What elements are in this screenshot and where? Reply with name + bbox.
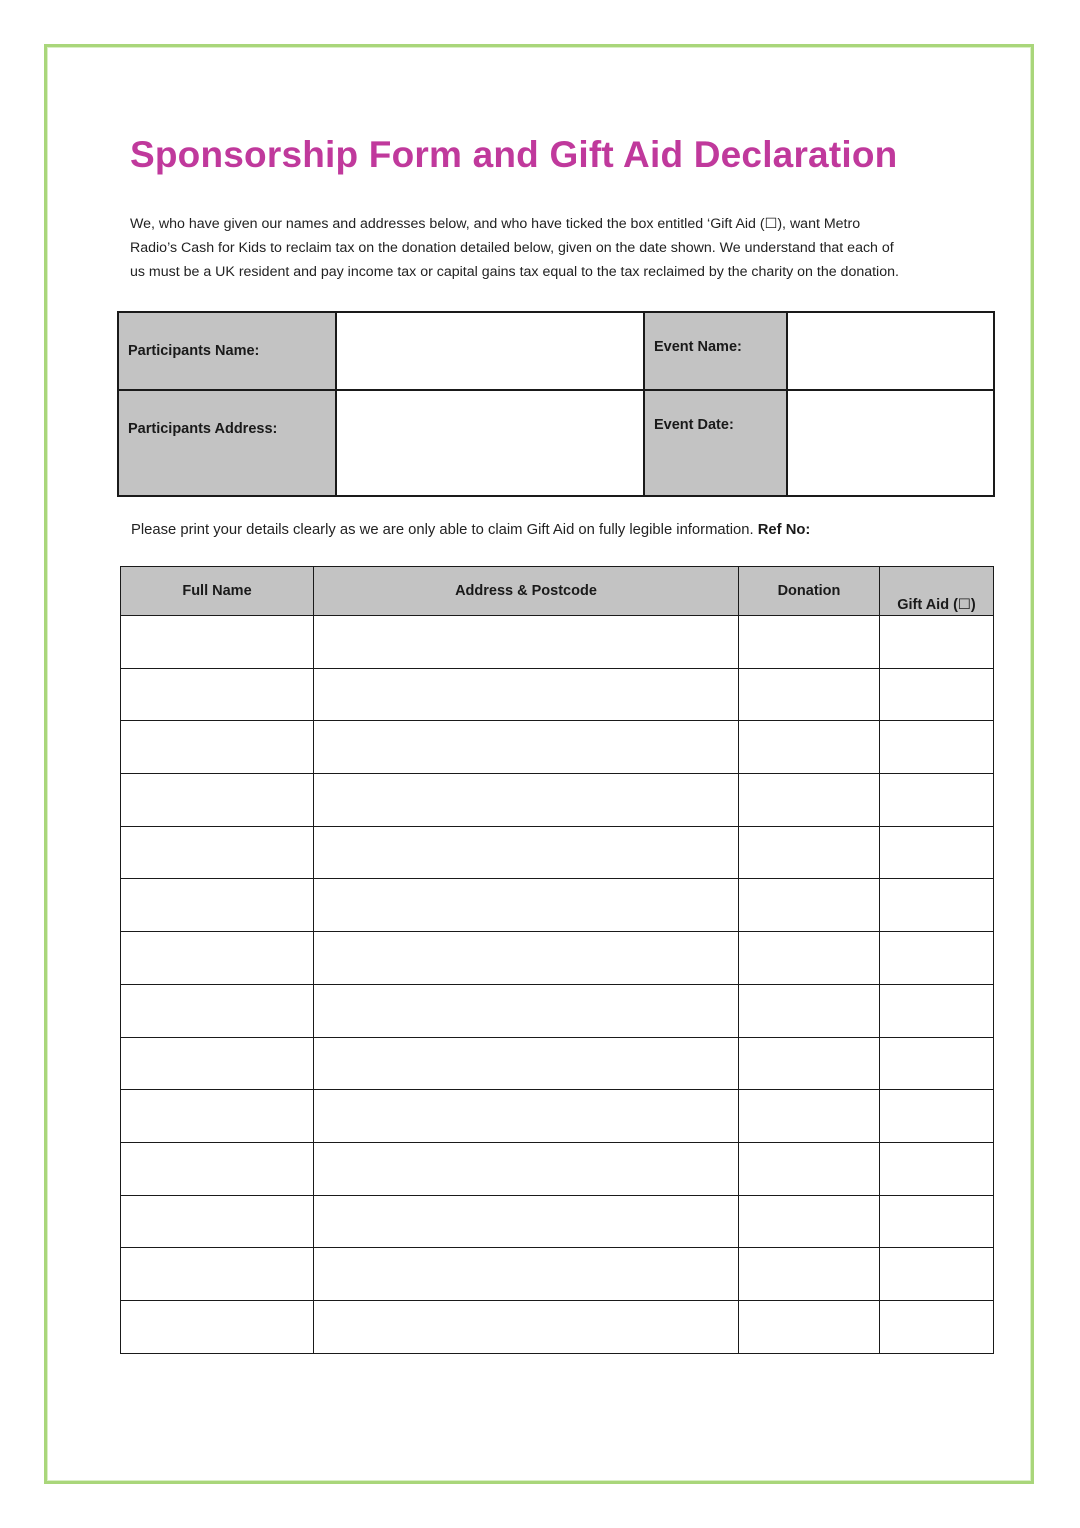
gift-aid-cell[interactable]	[880, 879, 994, 932]
header-address-postcode: Address & Postcode	[314, 567, 739, 616]
declaration-line-3: us must be a UK resident and pay income tax or capital gains tax equal to the tax reclaimed by the charity on the donation.	[130, 264, 899, 280]
declaration-line-1: We, who have given our names and addresses below, and who have ticked the box entitled ‘Gift Aid (☐), want Metro	[130, 216, 861, 232]
gift-aid-cell[interactable]	[880, 668, 994, 721]
gift-aid-cell[interactable]	[880, 616, 994, 669]
table-row	[121, 1037, 994, 1090]
event-date-label: Event Date:	[644, 390, 787, 496]
donations-header-row	[121, 567, 994, 616]
address-cell[interactable]	[314, 932, 739, 985]
full-name-cell[interactable]	[121, 721, 314, 774]
full-name-cell[interactable]	[121, 668, 314, 721]
donation-cell[interactable]	[739, 1195, 880, 1248]
table-row	[121, 879, 994, 932]
address-cell[interactable]	[314, 1037, 739, 1090]
gift-aid-cell[interactable]	[880, 774, 994, 827]
table-row	[121, 984, 994, 1037]
full-name-cell[interactable]	[121, 616, 314, 669]
event-date-field[interactable]	[787, 390, 994, 496]
donation-cell[interactable]	[739, 932, 880, 985]
table-row	[121, 774, 994, 827]
table-row	[121, 616, 994, 669]
gift-aid-cell[interactable]	[880, 1037, 994, 1090]
donations-table	[120, 566, 994, 1354]
table-row	[121, 1248, 994, 1301]
table-row	[121, 1142, 994, 1195]
declaration-line-2: Radio’s Cash for Kids to reclaim tax on the donation detailed below, given on the date shown. We understand that each of	[130, 240, 894, 256]
full-name-cell[interactable]	[121, 932, 314, 985]
table-row	[121, 1195, 994, 1248]
header-full-name: Full Name	[121, 567, 314, 616]
gift-aid-cell[interactable]	[880, 1142, 994, 1195]
donation-cell[interactable]	[739, 826, 880, 879]
donation-cell[interactable]	[739, 774, 880, 827]
ref-no-label: Ref No:	[757, 522, 811, 538]
full-name-cell[interactable]	[121, 1248, 314, 1301]
instructions-text	[131, 522, 810, 538]
address-cell[interactable]	[314, 668, 739, 721]
full-name-cell[interactable]	[121, 1037, 314, 1090]
table-row	[121, 668, 994, 721]
donation-cell[interactable]	[739, 616, 880, 669]
page-title: Sponsorship Form and Gift Aid Declaration	[130, 134, 898, 175]
gift-aid-cell[interactable]	[880, 826, 994, 879]
donation-cell[interactable]	[739, 879, 880, 932]
address-cell[interactable]	[314, 616, 739, 669]
address-cell[interactable]	[314, 1248, 739, 1301]
table-row	[121, 1300, 994, 1353]
participant-name-field[interactable]	[336, 312, 644, 390]
participant-details-table	[117, 311, 995, 497]
donation-cell[interactable]	[739, 1142, 880, 1195]
address-cell[interactable]	[314, 984, 739, 1037]
gift-aid-cell[interactable]	[880, 1195, 994, 1248]
address-cell[interactable]	[314, 774, 739, 827]
donation-cell[interactable]	[739, 1248, 880, 1301]
full-name-cell[interactable]	[121, 1300, 314, 1353]
full-name-cell[interactable]	[121, 1142, 314, 1195]
address-cell[interactable]	[314, 1300, 739, 1353]
table-row	[121, 826, 994, 879]
donation-cell[interactable]	[739, 1090, 880, 1143]
full-name-cell[interactable]	[121, 984, 314, 1037]
instructions-sentence: Please print your details clearly as we are only able to claim Gift Aid on fully legible information.	[131, 522, 754, 538]
gift-aid-cell[interactable]	[880, 1300, 994, 1353]
header-donation: Donation	[739, 567, 880, 616]
event-name-field[interactable]	[787, 312, 994, 390]
participant-address-label: Participants Address:	[118, 390, 336, 496]
donation-cell[interactable]	[739, 984, 880, 1037]
address-cell[interactable]	[314, 879, 739, 932]
donation-cell[interactable]	[739, 668, 880, 721]
address-cell[interactable]	[314, 1195, 739, 1248]
address-cell[interactable]	[314, 1142, 739, 1195]
full-name-cell[interactable]	[121, 879, 314, 932]
full-name-cell[interactable]	[121, 1090, 314, 1143]
donation-cell[interactable]	[739, 1300, 880, 1353]
details-row-name	[118, 312, 994, 390]
participant-name-label: Participants Name:	[118, 312, 336, 390]
gift-aid-cell[interactable]	[880, 932, 994, 985]
table-row	[121, 721, 994, 774]
gift-aid-cell[interactable]	[880, 984, 994, 1037]
gift-aid-cell[interactable]	[880, 1248, 994, 1301]
full-name-cell[interactable]	[121, 1195, 314, 1248]
gift-aid-cell[interactable]	[880, 721, 994, 774]
donation-cell[interactable]	[739, 1037, 880, 1090]
gift-aid-cell[interactable]	[880, 1090, 994, 1143]
address-cell[interactable]	[314, 826, 739, 879]
address-cell[interactable]	[314, 1090, 739, 1143]
donation-cell[interactable]	[739, 721, 880, 774]
table-row	[121, 932, 994, 985]
participant-address-field[interactable]	[336, 390, 644, 496]
declaration-text	[130, 212, 960, 284]
full-name-cell[interactable]	[121, 774, 314, 827]
address-cell[interactable]	[314, 721, 739, 774]
header-gift-aid: Gift Aid (☐)	[880, 567, 994, 616]
details-row-address	[118, 390, 994, 496]
full-name-cell[interactable]	[121, 826, 314, 879]
table-row	[121, 1090, 994, 1143]
event-name-label: Event Name:	[644, 312, 787, 390]
